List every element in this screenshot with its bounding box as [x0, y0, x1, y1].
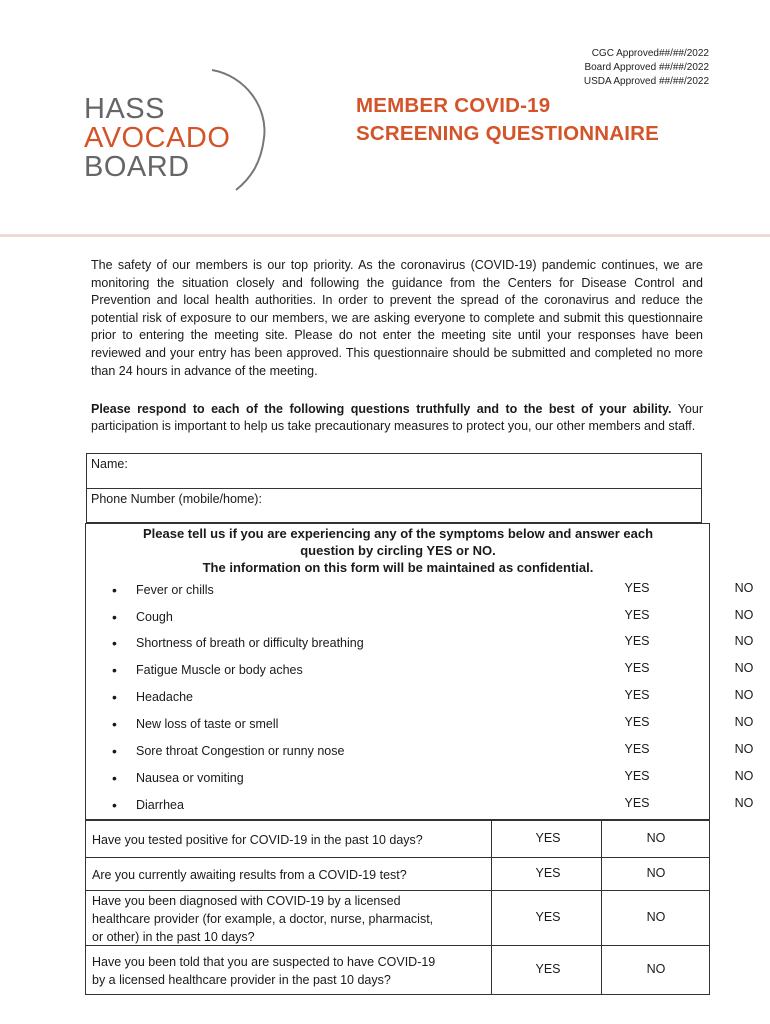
name-field[interactable]: Name:: [91, 457, 128, 471]
phone-field[interactable]: Phone Number (mobile/home):: [91, 492, 262, 506]
question-row: [85, 890, 710, 946]
no-option[interactable]: NO: [734, 634, 754, 648]
question-row: [85, 945, 710, 995]
no-option[interactable]: NO: [734, 581, 754, 595]
contact-fields-box: [86, 453, 702, 523]
symptom-label: Cough: [136, 610, 173, 624]
bullet-icon: •: [112, 797, 117, 813]
yes-option[interactable]: YES: [624, 769, 650, 783]
question-text-line: Have you been diagnosed with COVID-19 by a licensed: [92, 894, 401, 908]
yes-option[interactable]: YES: [624, 634, 650, 648]
question-text-line: Have you been told that you are suspected to have COVID-19: [92, 955, 436, 969]
no-option[interactable]: NO: [646, 962, 666, 976]
no-option[interactable]: NO: [646, 831, 666, 845]
symptom-row: [86, 742, 754, 771]
no-option[interactable]: NO: [734, 796, 754, 810]
symptoms-header: [86, 525, 710, 576]
question-row: [85, 820, 710, 858]
yes-option[interactable]: YES: [535, 910, 561, 924]
title-line-1: MEMBER COVID-19: [356, 94, 551, 117]
question-row: [85, 857, 710, 891]
yes-option[interactable]: YES: [535, 962, 561, 976]
symptom-label: Diarrhea: [136, 798, 184, 812]
symptom-label: Shortness of breath or difficulty breathing: [136, 636, 364, 650]
yes-option[interactable]: YES: [535, 866, 561, 880]
logo-line-hass: HASS: [84, 93, 165, 125]
bullet-icon: •: [112, 770, 117, 786]
symptom-row: [86, 661, 754, 690]
bullet-icon: •: [112, 743, 117, 759]
yes-option[interactable]: YES: [624, 688, 650, 702]
yes-option[interactable]: YES: [624, 796, 650, 810]
question-text-line: by a licensed healthcare provider in the past 10 days?: [92, 973, 391, 987]
no-option[interactable]: NO: [734, 715, 754, 729]
symptoms-header-line-3: The information on this form will be maintained as confidential.: [202, 560, 594, 575]
symptom-row: [86, 608, 754, 637]
question-text-line: healthcare provider (for example, a doctor, nurse, pharmacist,: [92, 912, 434, 926]
instructions-bold: Please respond to each of the following questions truthfully and to the best of your ability.: [91, 402, 672, 416]
no-option[interactable]: NO: [734, 661, 754, 675]
approval-usda: USDA Approved ##/##/2022: [583, 76, 709, 87]
instructions-paragraph: [91, 401, 703, 434]
bullet-icon: •: [112, 582, 117, 598]
question-text-line: or other) in the past 10 days?: [92, 930, 255, 944]
yes-option[interactable]: YES: [624, 661, 650, 675]
symptom-label: New loss of taste or smell: [136, 717, 279, 731]
approval-cgc: CGC Approved##/##/2022: [591, 48, 709, 59]
question-text: Are you currently awaiting results from a COVID-19 test?: [92, 868, 407, 882]
no-option[interactable]: NO: [734, 688, 754, 702]
symptom-label: Nausea or vomiting: [136, 771, 244, 785]
page-title: [356, 92, 659, 148]
symptom-label: Headache: [136, 690, 193, 704]
symptom-row: [86, 634, 754, 663]
bullet-icon: •: [112, 689, 117, 705]
bullet-icon: •: [112, 635, 117, 651]
no-option[interactable]: NO: [734, 769, 754, 783]
yes-option[interactable]: YES: [624, 715, 650, 729]
instructions-rest: Your participation is important to help us take precautionary measures to protect you, our other members and staff.: [91, 402, 703, 433]
symptom-row: [86, 769, 754, 798]
symptoms-header-line-2: question by circling YES or NO.: [300, 543, 496, 558]
symptom-row: [86, 688, 754, 717]
bullet-icon: •: [112, 716, 117, 732]
title-line-2: SCREENING QUESTIONNAIRE: [356, 122, 660, 145]
no-option[interactable]: NO: [646, 910, 666, 924]
intro-paragraph: The safety of our members is our top priority. As the coronavirus (COVID-19) pandemic continues, we are monitoring the situation closely and following the guidance from the Centers for Disease Control and Prevention and local health authorities. In order to prevent the spread of the coronavirus and reduce the potential risk of exposure to our members, we are asking everyone to complete and submit this questionnaire prior to entering the meeting site. Please do not enter the meeting site until your responses have been reviewed and your entry has been approved. This questionnaire should be submitted and completed no more than 24 hours in advance of the meeting.: [91, 258, 703, 378]
yes-option[interactable]: YES: [535, 831, 561, 845]
approval-board: Board Approved ##/##/2022: [584, 62, 709, 73]
symptom-row: [86, 715, 754, 744]
no-option[interactable]: NO: [734, 742, 754, 756]
logo-line-avocado: AVOCADO: [84, 122, 231, 154]
header-divider: [0, 234, 770, 237]
symptom-label: Fever or chills: [136, 583, 214, 597]
approval-dates: [584, 47, 709, 89]
symptom-label: Sore throat Congestion or runny nose: [136, 744, 345, 758]
symptom-label: Fatigue Muscle or body aches: [136, 663, 303, 677]
question-text: Have you tested positive for COVID-19 in the past 10 days?: [92, 833, 423, 847]
yes-option[interactable]: YES: [624, 742, 650, 756]
logo-swoosh-icon: [206, 68, 276, 193]
symptoms-header-line-1: Please tell us if you are experiencing any of the symptoms below and answer each: [142, 526, 654, 541]
no-option[interactable]: NO: [734, 608, 754, 622]
symptom-row: [86, 581, 754, 610]
yes-option[interactable]: YES: [624, 608, 650, 622]
yes-option[interactable]: YES: [624, 581, 650, 595]
logo-line-board: BOARD: [84, 151, 190, 183]
bullet-icon: •: [112, 609, 117, 625]
no-option[interactable]: NO: [646, 866, 666, 880]
bullet-icon: •: [112, 662, 117, 678]
